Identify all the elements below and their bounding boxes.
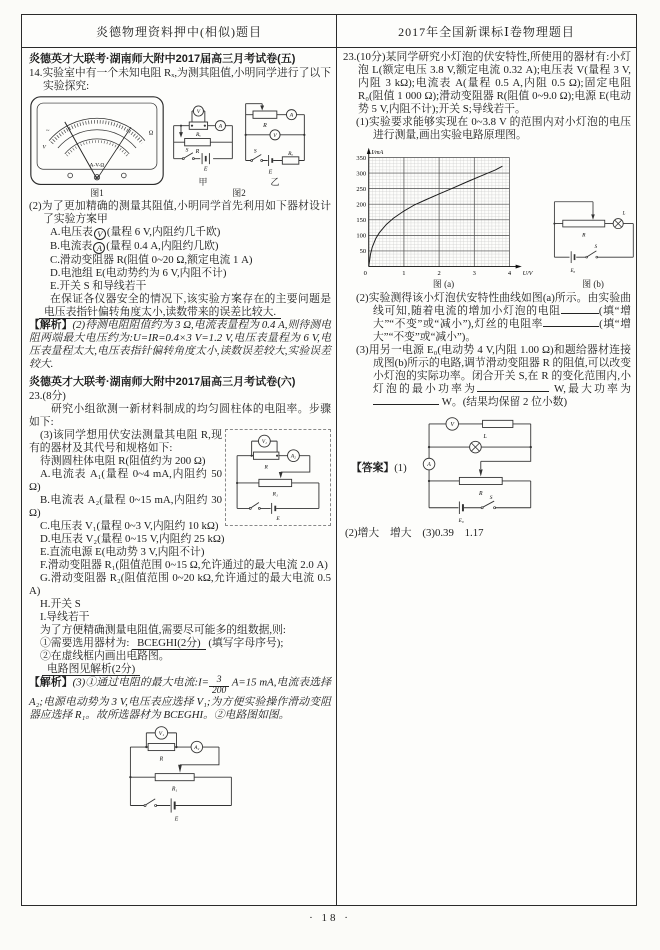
iv-curve-figure: [345, 145, 542, 290]
q14-part2-intro: (2)为了更加精确的测量其阻值,小明同学首先利用如下器材设计了实验方案甲: [29, 200, 331, 225]
circuit-jia-figure: [168, 100, 238, 188]
table-header: [22, 15, 636, 48]
column-left: [22, 48, 337, 905]
meter-needle-2: [97, 127, 131, 179]
meter-ohm-symbol: Ω: [148, 130, 154, 137]
label-r: R: [264, 464, 268, 471]
fraction: [209, 676, 229, 696]
iv-curve-chart: [345, 145, 542, 279]
label-s: S: [185, 147, 189, 154]
answer-blank: [373, 396, 439, 405]
fig-b-circuit-drawing: [546, 195, 636, 279]
svg-text:0: 0: [363, 269, 367, 277]
answer-blank: [543, 318, 599, 327]
label-r: R: [478, 491, 483, 498]
label-s: S: [489, 494, 493, 501]
svg-text:4: 4: [507, 269, 512, 277]
label-rx: Rₓ: [288, 151, 294, 157]
item-b-post: (量程 0.4 A,内阻约几欧): [106, 240, 219, 252]
label-s: S: [253, 148, 257, 155]
item-b-pre: B.电流表: [50, 240, 93, 252]
label-v: V: [450, 422, 454, 429]
q23-part3-intro: (3)该同学想用伏安法测量其电阻 R,现有的器材及其代号和规格如下:: [29, 429, 222, 454]
figure1-2-block: [29, 95, 331, 199]
chart-figure-block: [345, 145, 631, 290]
label-l: L: [483, 434, 487, 441]
svg-text:I/mA: I/mA: [371, 149, 384, 156]
label-e0: E₀: [458, 518, 464, 524]
equipment-item: H.开关 S: [40, 598, 81, 610]
fig1-caption: 图1: [90, 188, 104, 198]
q23-10-intro: 23.(10分)某同学研究小灯泡的伏安特性,所使用的器材有:小灯泡 L(额定电压 3.8 V,额定电流 0.32 A);电压表 V(量程 3 V,内阻 3 kΩ);电流表 A(量程 0.5 A,内阻 0.5 Ω);固定电阻 R₀(阻值 1 000 Ω);滑动变阻器 R(阻值 0~9.0 Ω);电源 E(电动势 5 V,内阻不计);开关 S;导线若干。: [343, 51, 631, 115]
equipment-item: D.电压表 V₂(量程 0~15 V,内阻约 25 kΩ): [40, 533, 225, 545]
problem-pre: 在保证各仪器安全的情况下,该实验方案存在的主要问题是: [50, 293, 331, 305]
sub1-answer: BCEGHI(2分): [132, 637, 206, 650]
dashed-circuit-box: [225, 429, 331, 526]
part2-post: (填“增大”“不变”或“减小”)。: [373, 318, 631, 343]
svg-text:350: 350: [356, 154, 367, 162]
meter-ac-symbol: ~: [46, 127, 50, 135]
meter-terminal: [122, 173, 127, 178]
switch-symbol: [482, 501, 494, 507]
label-a2: A₂: [194, 744, 200, 751]
sub1-post: (填写字母序号);: [208, 637, 284, 649]
circled-v-icon: V: [94, 228, 106, 240]
svg-text:3: 3: [472, 269, 476, 277]
q23-score: 23.(8分): [29, 390, 66, 402]
label-e0: E₀: [570, 269, 576, 275]
part3-pre: (3)用另一电源 E₀(电动势 4 V,内阻 1.00 Ω)和题给器材连接成图(b)所示的电路,调节滑动变阻器 R 的阻值,可以改变小灯泡的实际功率。闭合开关 S,在 R 的变化范围内,小灯泡的最小功率为: [356, 344, 631, 395]
svg-text:2: 2: [437, 269, 441, 277]
label-e: E: [174, 816, 179, 823]
svg-text:200: 200: [356, 201, 367, 209]
circuit-yi-figure: [240, 100, 310, 188]
svg-text:150: 150: [356, 217, 367, 225]
analysis-tag: 【解析】: [29, 676, 73, 689]
label-s: S: [594, 244, 598, 250]
label-r: R: [159, 756, 164, 763]
label-r1: R₁: [272, 491, 278, 498]
label-a2: A₂: [290, 453, 296, 460]
label-a: A: [218, 123, 223, 130]
answer-tag: [351, 462, 407, 475]
label-r: R: [263, 123, 267, 130]
svg-text:250: 250: [356, 185, 367, 193]
switch-symbol: [251, 503, 259, 508]
equipment-item: G.滑动变阻器 R₂(阻值范围 0~20 kΩ,允许通过的最大电流 0.5 A): [29, 572, 331, 597]
label-e: E: [203, 166, 208, 173]
label-a: A: [289, 112, 294, 119]
fixed-resistor-symbol: [482, 420, 512, 427]
fig-b-caption: 图 (b): [582, 279, 604, 289]
item-a-pre: A.电压表: [50, 226, 93, 238]
q23-intro: 研究小组欲测一新材料制成的均匀圆柱体的电阻率。步骤如下:: [29, 403, 331, 428]
q23-sub2-answer: [42, 663, 331, 676]
dashed-circuit-drawing: [228, 432, 328, 523]
label-a: A: [427, 462, 431, 469]
header-title-right: 2017年全国新课标Ⅰ卷物理题目: [398, 24, 575, 39]
yi-caption: 乙: [270, 177, 280, 187]
equipment-item: I.导线若干: [40, 611, 90, 623]
answer-blank: [477, 383, 549, 392]
figure2-block: [168, 100, 310, 199]
answer-line: (2)增大 增大 (3)0.39 1.17: [345, 527, 484, 539]
part3-mid: W,最大功率为: [554, 383, 631, 395]
item-target-resistor: 待测圆柱体电阻 R(阻值约为 200 Ω): [40, 455, 206, 467]
equipment-item-c: C.滑动变阻器 R(阻值 0~20 Ω,额定电流 1 A): [50, 254, 253, 266]
svg-text:U/V: U/V: [522, 270, 533, 277]
right-answer-circuit-drawing: [413, 413, 545, 524]
fig-a-caption: 图 (a): [432, 279, 455, 289]
column-right: [337, 48, 636, 905]
circuit-jia-drawing: [168, 100, 238, 177]
left-answer-circuit-drawing: [118, 724, 242, 825]
equipment-item-e: E.开关 S 和导线若干: [50, 280, 147, 292]
q23-part3-block: [29, 429, 331, 624]
answer-number: (1): [394, 462, 407, 474]
jia-caption: 甲: [198, 177, 208, 187]
q23-sub2: ②在虚线框内画出电路图。: [40, 650, 170, 662]
label-v1: V₁: [261, 439, 267, 446]
q23-analysis: [29, 676, 331, 722]
answer-block: [351, 413, 631, 524]
sub1-pre: ①需要选用器材为:: [40, 637, 130, 649]
exam6-heading: 炎德英才大联考·湖南师大附中2017届高三月考试卷(六): [29, 376, 296, 388]
meter-terminal: [68, 173, 73, 178]
fraction-numerator: 3: [209, 676, 229, 687]
circuit-yi-drawing: [240, 100, 310, 177]
header-title-left: 炎德物理资料押中(相似)题目: [22, 15, 337, 47]
equipment-item: B.电流表 A₂(量程 0~15 mA,内阻约 30 Ω): [29, 494, 222, 519]
meter-needle: [65, 122, 97, 179]
part2-mid: (填“增大”“不变”或“减小”),灯丝的电阻率: [373, 305, 631, 330]
label-v: V: [196, 109, 201, 116]
q23-sub1: [29, 637, 331, 650]
multimeter-drawing: [29, 95, 165, 188]
equipment-item: F.滑动变阻器 R₁(阻值范围 0~15 Ω,允许通过的最大电流 2.0 A): [40, 559, 328, 571]
exam5-heading: 炎德英才大联考·湖南师大附中2017届高三月考试卷(五): [29, 53, 296, 65]
fraction-denominator: 200: [211, 685, 227, 696]
q23-10-part2: [356, 292, 631, 344]
label-r: R: [195, 149, 200, 156]
problem-answer: 电压表指针偏转角度太小,读数带来的误差比较大.: [39, 306, 281, 319]
multimeter-figure: [29, 95, 165, 199]
switch-symbol: [145, 799, 155, 805]
analysis-p3: ②电路图如图。: [213, 709, 290, 721]
q23-10-part1: (1)实验要求能够实现在 0~3.8 V 的范围内对小灯泡的电压进行测量,画出实验电路原理图。: [356, 116, 631, 141]
q23-requirement: 为了方便精确测量电阻值,需要尽可能多的组数据,则:: [40, 624, 286, 636]
q14-problem: [29, 293, 331, 319]
analysis-p1: (3)①通过电阻的最大电流:I=: [72, 676, 209, 689]
label-r1: R₁: [171, 786, 178, 793]
meter-dial-label: A-V-Ω: [89, 162, 105, 169]
svg-text:100: 100: [356, 232, 367, 240]
label-rx: Rₓ: [195, 131, 201, 138]
label-r: R: [582, 232, 586, 239]
analysis-text: (2)待测电阻阻值约为 3 Ω,电流表量程为 0.4 A,则待测电阻两端最大电压约为:U=IR=0.4×3 V=1.2 V,电压表量程为 6 V,电压表量程太大,电压表指针偏转角度太小,读数误差较大,实验误差较大.: [29, 319, 331, 370]
fig2-caption: 图2: [232, 188, 246, 198]
q14-analysis: [29, 319, 331, 371]
label-v: V: [273, 132, 277, 139]
equipment-item-b: [50, 240, 331, 254]
label-l: L: [622, 211, 626, 217]
label-e: E: [268, 169, 273, 176]
fig-b-figure: [546, 195, 636, 290]
analysis-tag: 【解析】: [29, 319, 73, 331]
part2-pre: 由实验曲线可知,随着电流的增加小灯泡的电阻: [373, 292, 631, 317]
sub2-answer-text: 电路图见解析(2分): [42, 663, 140, 676]
equipment-item: E.直流电源 E(电动势 3 V,内阻不计): [40, 546, 205, 558]
label-v1: V₁: [158, 730, 165, 737]
label-e: E: [276, 516, 280, 523]
circled-a-icon: A: [93, 242, 105, 254]
part3-post: W。: [441, 396, 463, 408]
exam-sheet: [21, 14, 637, 906]
item-a-post: (量程 6 V,内阻约几千欧): [106, 226, 221, 238]
q14-intro: 14.实验室中有一个未知电阻 Rₓ,为测其阻值,小明同学进行了以下实验探究:: [29, 67, 331, 92]
equipment-item-d: D.电池组 E(电动势约为 6 V,内阻不计): [50, 267, 227, 279]
page-number: · 18 ·: [309, 912, 351, 924]
q23-10-part3: [356, 344, 631, 409]
left-answer-circuit-figure: [29, 724, 331, 825]
switch-symbol: [184, 153, 193, 159]
equipment-item: A.电流表 A₁(量程 0~4 mA,内阻约 50 Ω): [29, 468, 222, 493]
part2-line1: (2)实验测得该小灯泡伏安特性曲线如图(a)所示。: [356, 292, 588, 304]
meter-v-symbol: V: [42, 144, 46, 151]
svg-text:1: 1: [402, 269, 406, 277]
switch-symbol: [587, 251, 596, 257]
analysis-p2: A=15 mA,电流表选择 A₂;电源电动势为 3 V,电压表应选择 V₁;为方便实验操作滑动变阻器应选择 R₁。故所选器材为 BCEGHI。: [29, 676, 331, 721]
answer-blank: [561, 305, 599, 314]
part3-note: (结果均保留 2 位小数): [462, 396, 568, 408]
answer-tag-bold: 【答案】: [351, 462, 395, 474]
svg-text:50: 50: [359, 248, 367, 256]
equipment-item-a: [50, 226, 331, 240]
switch-symbol: [252, 155, 261, 161]
svg-text:300: 300: [356, 170, 367, 178]
equipment-item: C.电压表 V₁(量程 0~3 V,内阻约 10 kΩ): [40, 520, 219, 532]
